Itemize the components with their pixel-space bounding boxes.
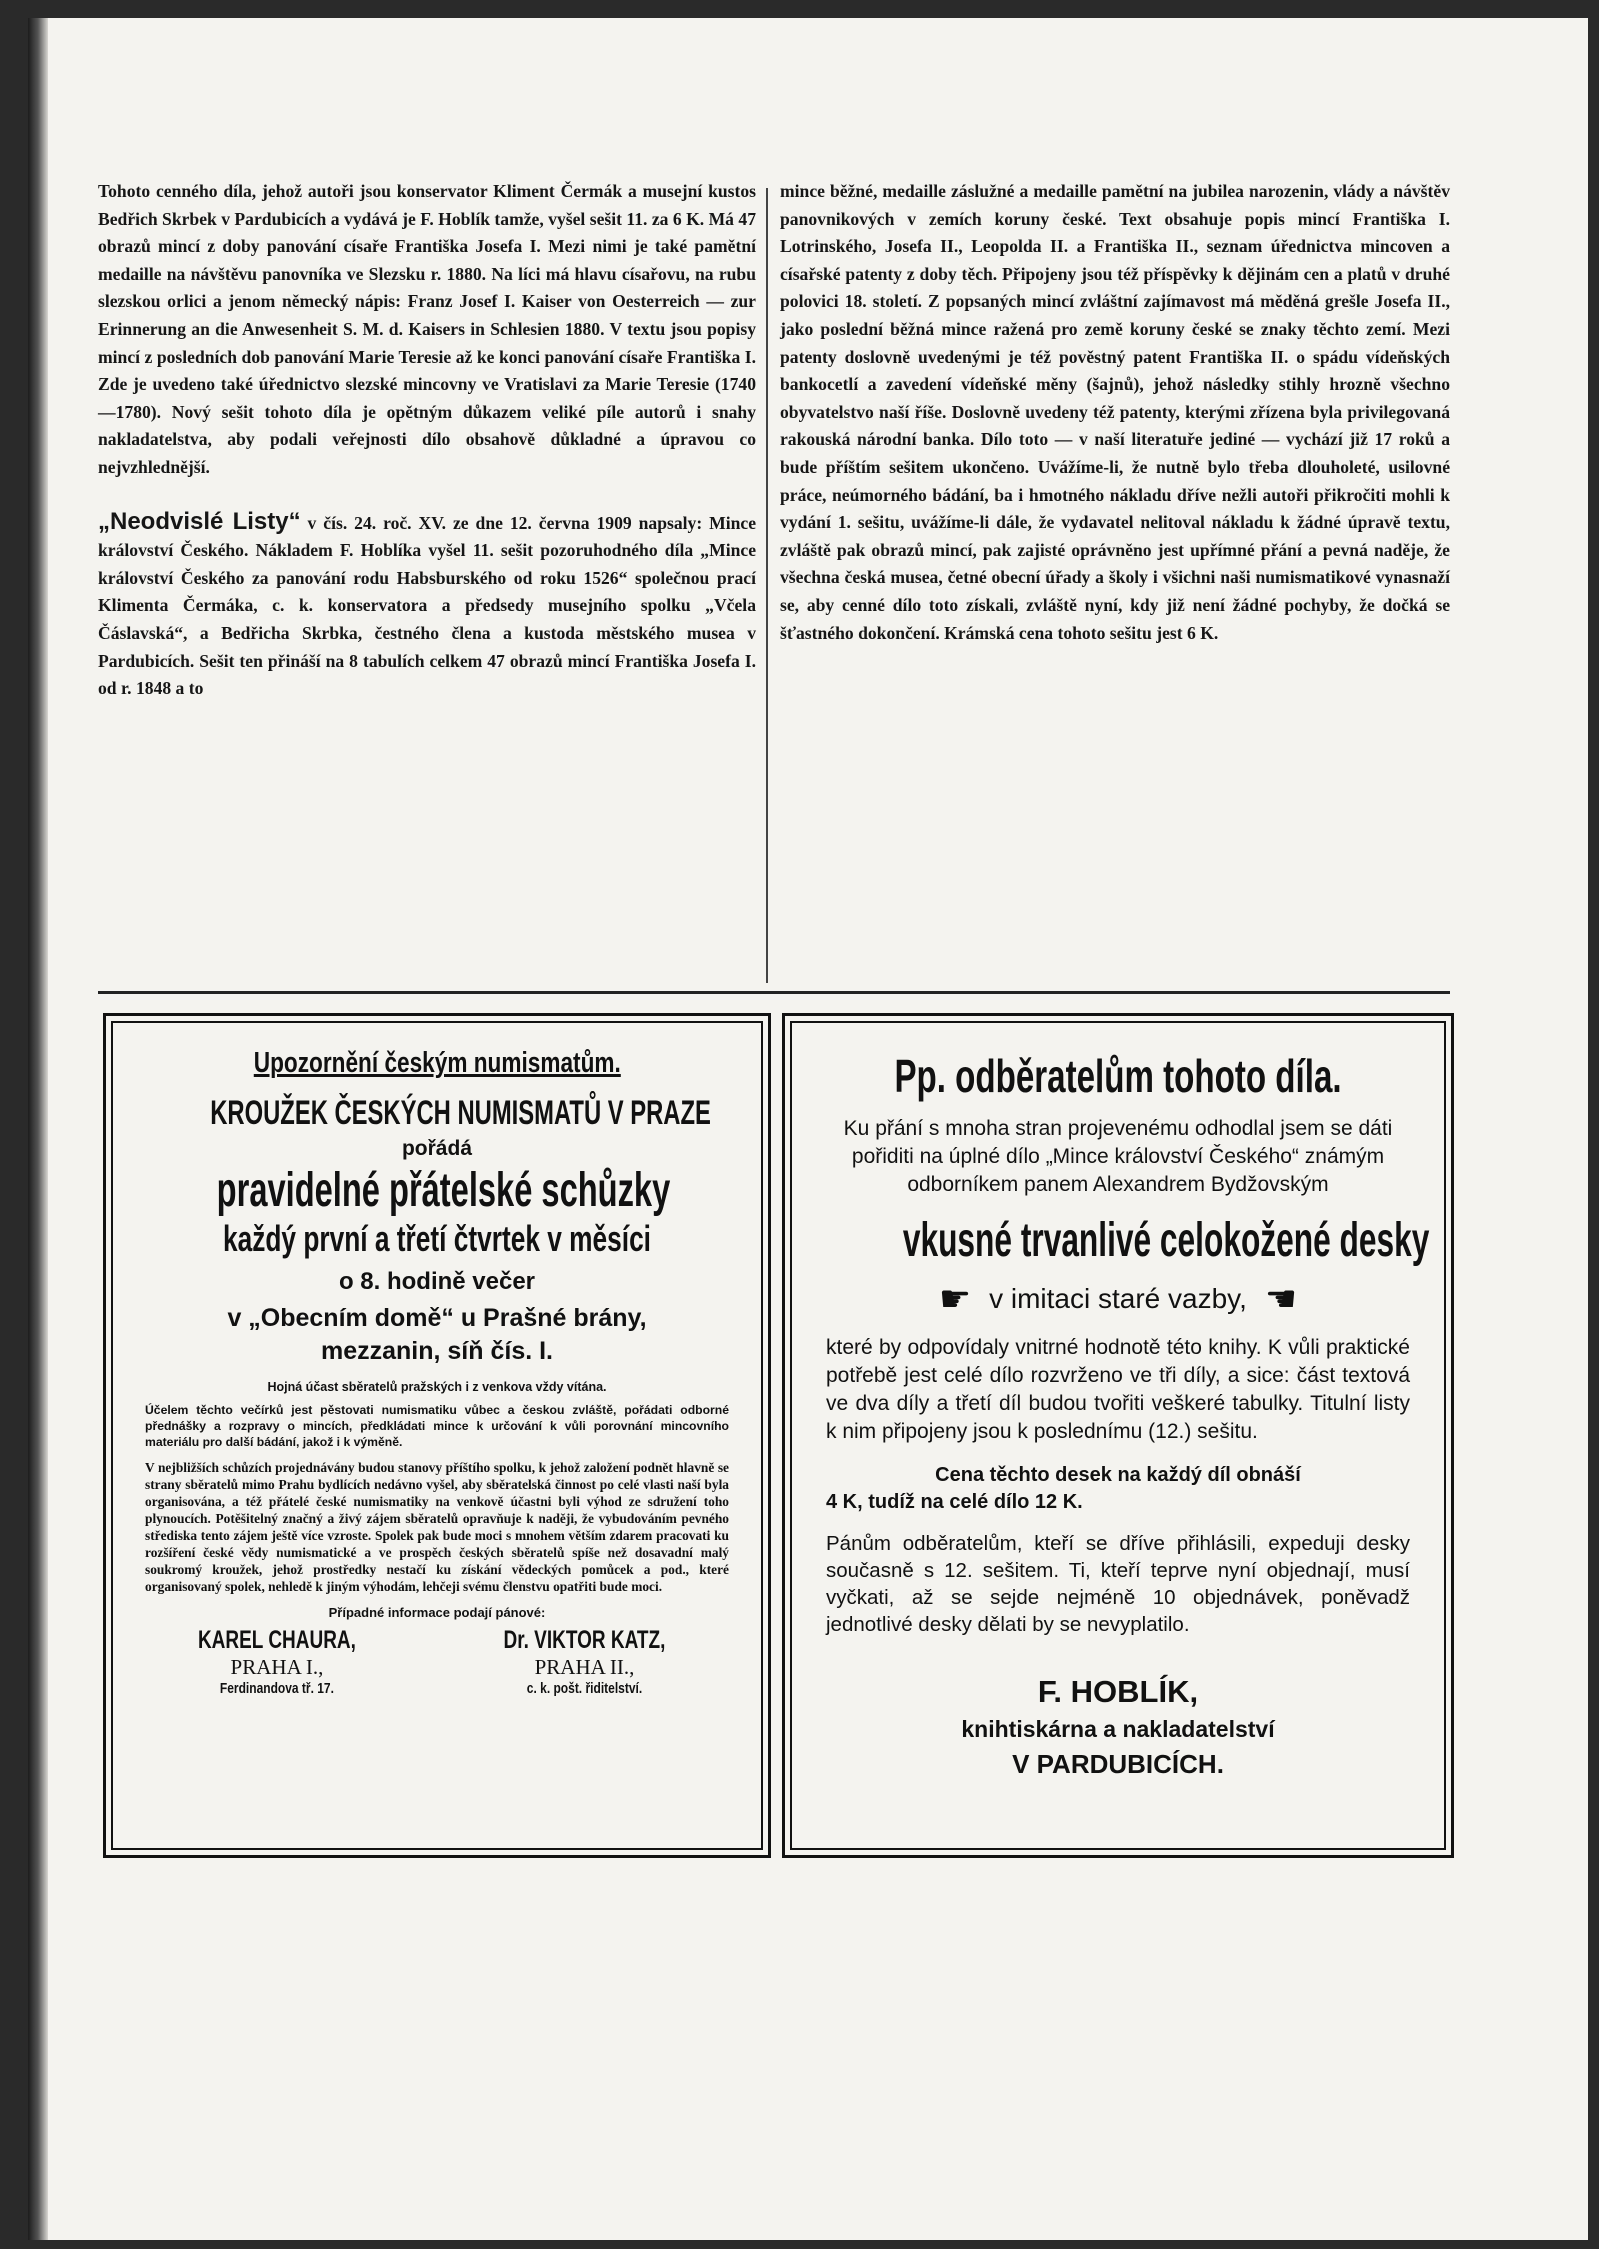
ad-inner-border	[111, 1021, 763, 1850]
ad-heading: Pp. odběratelům tohoto díla.	[894, 1050, 1342, 1102]
organizes: pořádá	[401, 1137, 472, 1160]
contact-address: Ferdinandova tř. 17.	[219, 1679, 334, 1697]
contact-name: Dr. VIKTOR KATZ,	[503, 1625, 666, 1654]
event-title: pravidelné přátelské schůzky	[216, 1164, 671, 1217]
article-paragraph: Tohoto cenného díla, jehož autoři jsou konservator Kliment Čermák a musejní kustos Bedřich Skrbek v Pardubicích a vydává je F. Hoblík tamže, vyšel sešit 11. za 6 K. Má 47 obrazů mincí z doby panování císaře Františka Josefa I. Mezi nimi je také pamětní medaille na návštěvu panovníka ve Slezsku r. 1880. Na líci má hlavu císařovu, na rubu slezskou orlici a jenom německý nápis: Franz Josef I. Kaiser von Oesterreich — zur Erinnerung an die Anwesenheit S. M. d. Kaisers in Schlesien 1880. V textu jsou popisy mincí z posledních dob panování Marie Teresie až ke konci panování císaře Františka I. Zde je uvedeno také úřednictvo slezské mincovny ve Vratislavi za Marie Teresie (1740—1780). Nový sešit tohoto díla je opětným důkazem veliké píle autorů i snahy nakladatelstva, aby podali veřejnosti dílo obsahově důkladné a úpravou co nejvzhlednější.	[98, 181, 756, 477]
subscribers-note: Pánům odběratelům, kteří se dříve přihlásili, expeduji desky současně s 12. sešitem. Ti, kteří teprve nyní objednají, musí vyčkati, až se sejde nejméně 10 objednávek, poněvadž jednotlivé desky dělati by se nevyplatilo.	[826, 1532, 1410, 1636]
event-when: každý první a třetí čtvrtek v měsíci	[222, 1218, 651, 1259]
publisher-city: V PARDUBICÍCH.	[1012, 1749, 1224, 1779]
intro-text: Ku přání s mnoha stran projevenému odhodlal jsem se dáti pořiditi na úplné dílo „Mince království Českého“ známým odborníkem panem Alexandrem Bydžovským	[843, 1117, 1393, 1196]
section-divider	[98, 991, 1450, 994]
column-divider	[766, 188, 768, 983]
event-place: v „Obecním domě“ u Prašné brány,	[227, 1304, 647, 1332]
price-line-1: Cena těchto desek na každý díl obnáší	[935, 1464, 1301, 1486]
purpose-text: Účelem těchto večírků jest pěstovati numismatiku vůbec a českou zvláště, pořádati odborné přednášky a rozpravy o mincích, předkládati mince k určování k vůli porovnání mincovního materiálu pro další bádání, jakož i k výměně.	[145, 1403, 729, 1450]
club-name: KROUŽEK ČESKÝCH NUMISMATŮ V PRAZE	[210, 1094, 711, 1132]
event-room: mezzanin, síň čís. I.	[320, 1337, 554, 1365]
page	[28, 18, 1588, 2240]
description-text: které by odpovídaly vnitrné hodnotě této knihy. K vůli praktické potřebě jest celé dílo rozvrženo ve tři díly, a sice: část textová ve dva díly a třetí díl budou tvořiti veškeré tabulky. Titulní listy k nim připojeny jsou k poslednímu (12.) sešitu.	[826, 1336, 1410, 1443]
pointing-hand-left-icon: ☚	[1264, 1278, 1298, 1319]
article-text: v čís. 24. roč. XV. ze dne 12. června 1909 napsaly: Mince království Českého. Nákladem F. Hoblíka vyšel 11. sešit pozoruhodného díla „Mince království Českého za panování rodu Habsburského od roku 1526“ společnou prací Klimenta Čermáka, c. k. konservatora a předsedy musejního spolku „Včela Čáslavská“, a Bedřicha Skrbka, čestného člena a kustoda městského musea v Pardubicích. Sešit ten přináší na 8 tabulích celkem 47 obrazů mincí Františka Josefa I. od r. 1848 a to	[98, 512, 757, 699]
contact-chaura	[173, 1626, 381, 1697]
contacts-intro: Případné informace podají pánové:	[328, 1604, 546, 1620]
binding-shadow	[28, 18, 48, 2240]
body-text: V nejbližších schůzích projednávány budou stanovy příštího spolku, k jehož založení podnět hlavně se strany sběratelů mimo Prahu bydlících nedávno vyšel, aby sběratelská činnost po celé vlasti naší byla organisována, a též přátelé české numismatiky na venkově účastni byli výhod ze sdružení toho plynoucích. Potěšitelný značný a živý zájem sběratelů opravňuje k naději, že vybudováním pevného střediska tento zájem ještě více vzroste. Spolek pak bude moci s mnohem větším zdarem pracovati ku rozšíření české vědy numismatické a ve prospěch českých sběratelů spíše než dosavadní malý soukromý kroužek, jehož prostředky nestačí ku získání vědeckých pomůcek a pod., které organisovaný spolek, nehledě k jiným výhodám, lehčeji svému členstvu opatřiti bude moci.	[145, 1459, 729, 1594]
contact-city: PRAHA II.,	[534, 1654, 635, 1679]
price-line-2: 4 K, tudíž na celé dílo 12 K.	[826, 1491, 1083, 1513]
article-right-column	[780, 178, 1450, 647]
newspaper-title: „Neodvislé Listy“	[98, 507, 301, 535]
contact-city: PRAHA I.,	[230, 1654, 324, 1679]
publisher-desc: knihtiskárna a nakladatelství	[961, 1716, 1275, 1742]
contact-name: KAREL CHAURA,	[197, 1625, 356, 1654]
article-left-column	[98, 178, 756, 703]
article-paragraph	[98, 508, 756, 703]
article-paragraph: mince běžné, medaille záslužné a medaille pamětní na jubilea narozenin, vlády a návštěv panovnikových v zemích koruny české. Text obsahuje popis mincí Františka I. Lotrinského, Josefa II., Leopolda II. a Františka II., seznam úřednictva mincoven a císařské patenty z doby těch. Připojeny jsou též příspěvky k dějinám cen a platů v druhé polovici 18. století. Z popsaných mincí zvláštní zajímavost má měděná grešle Josefa II., jako poslední běžná mince ražená pro země koruny české se znaky těchto zemí. Mezi patenty doslovně uvedenými je též pověstný patent Františka II. o spádu vídeňských bankocetlí a zavedení vídeňské měny (šajnů), jehož následky stihly hrozně všechno obyvatelstvo naší říše. Doslovně uvedeny též patenty, kterými zřízena byla privilegovaná rakouská národní banka. Dílo toto — v naší literatuře jediné — vychází již 17 roků a bude příštím sešitem ukončeno. Uvážíme-li, že nutně bylo třeba dlouholeté, usilovné práce, neúmorného bádání, ba i hmotného nákladu dříve nežli autoři přikročiti mohli k vydání 1. sešitu, uvážíme-li dále, že vydavatel nelitoval nákladu k žádné úpravě textu, zvláště pak obrazů mincí, pak zajisté oprávněno jest upřímné přání a pevná naděje, že všechna česká musea, četné obecní úřady a školy i všichni naši numismatikové vynasnaží se, aby cenné dílo toto získali, zvláště nyní, kdy již není žádné pochyby, že dočká se šťastného dokončení. Krámská cena tohoto sešitu jest 6 K.	[780, 181, 1450, 643]
imitation-text: v imitaci staré vazby,	[989, 1283, 1247, 1314]
ad-subscribers	[782, 1013, 1454, 1858]
contact-address: c. k. pošt. řiditelství.	[526, 1679, 643, 1697]
covers-title: vkusné trvanlivé celokožené desky	[902, 1214, 1430, 1267]
ad-inner-border	[790, 1021, 1446, 1850]
contact-katz	[478, 1626, 691, 1697]
ad-numismatists	[103, 1013, 771, 1858]
ad-heading: Upozornění českým numismatům.	[253, 1047, 621, 1079]
pointing-hand-right-icon: ☛	[938, 1278, 972, 1319]
welcome-note: Hojná účast sběratelů pražských i z venkova vždy vítána.	[267, 1380, 607, 1394]
publisher-name: F. HOBLÍK,	[1037, 1674, 1199, 1709]
event-hour: o 8. hodině večer	[338, 1268, 536, 1295]
